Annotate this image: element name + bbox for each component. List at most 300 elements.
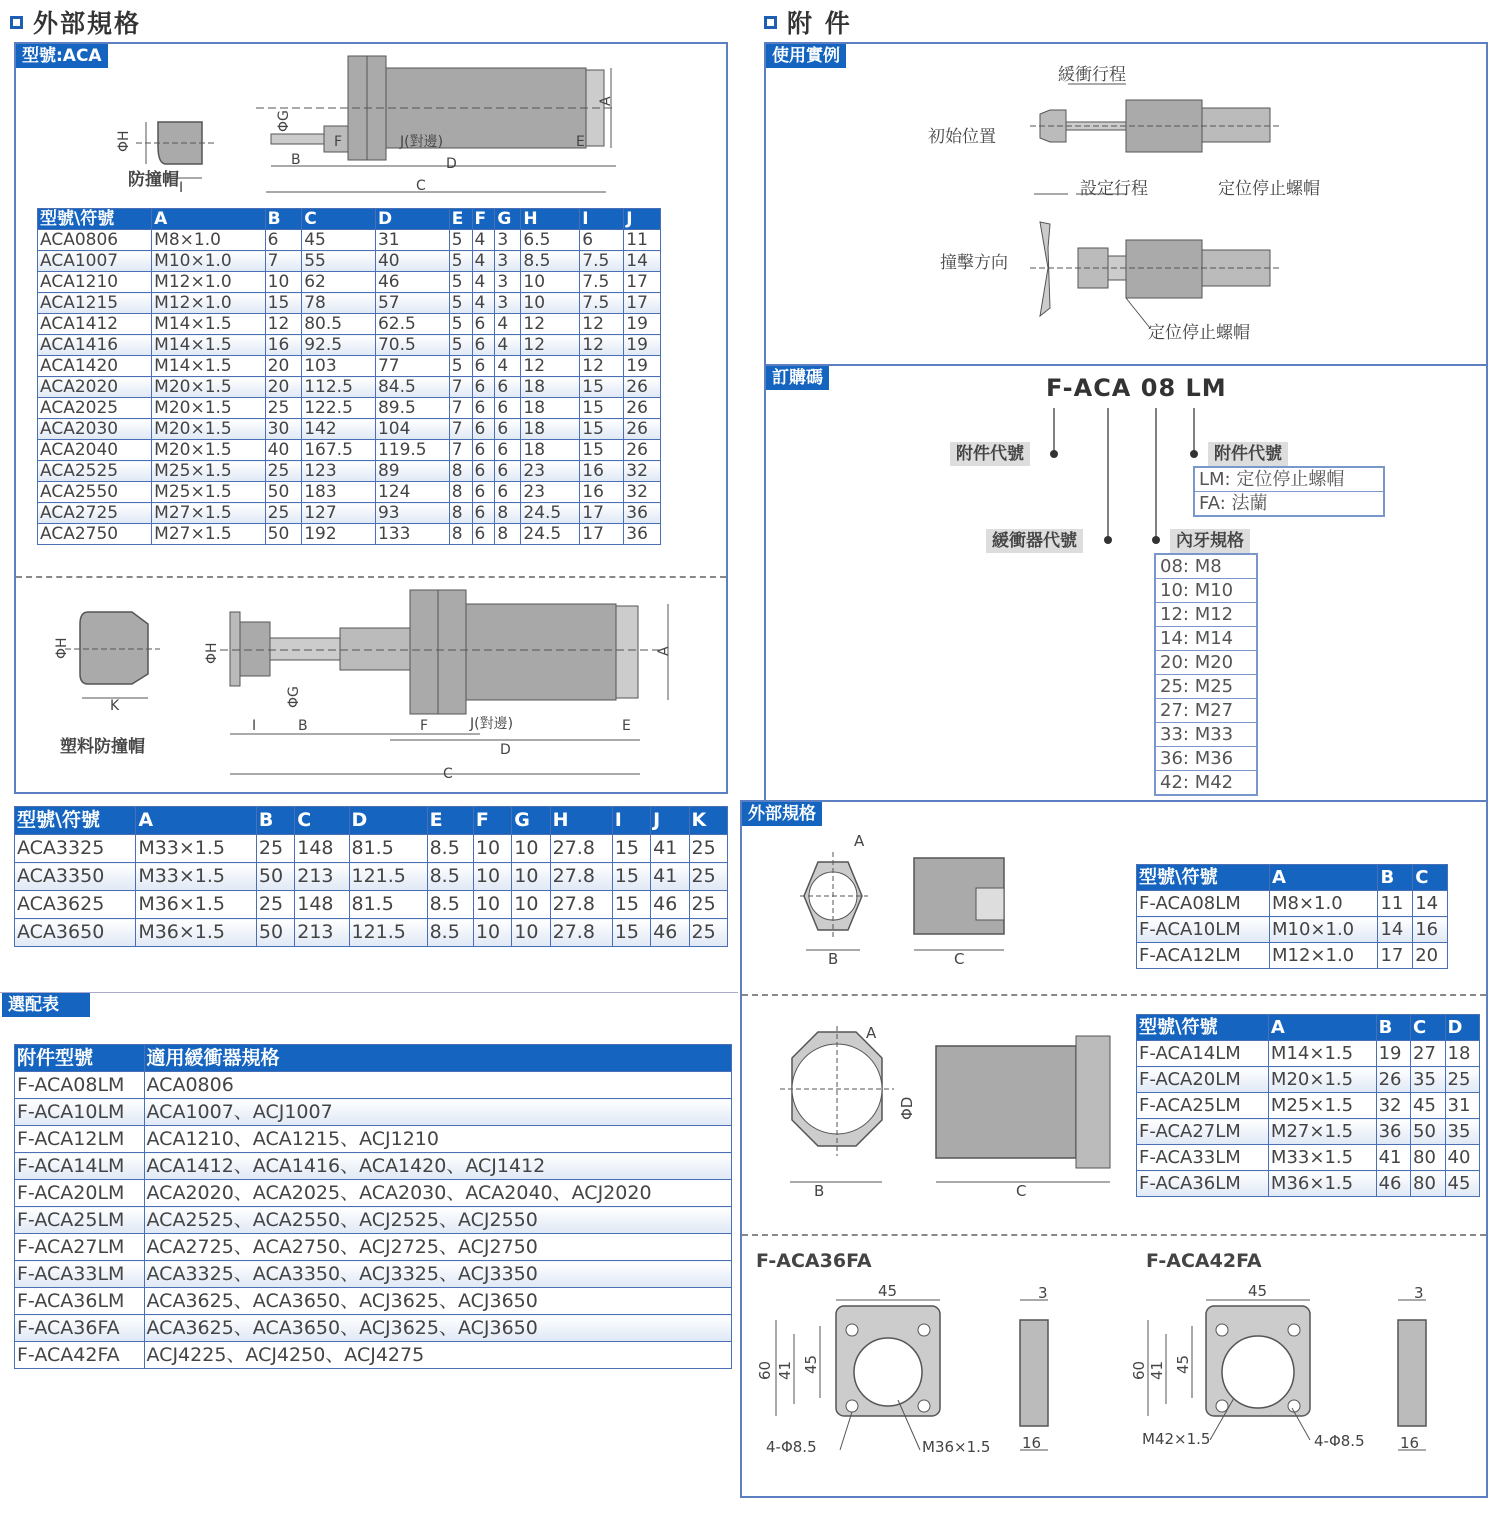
table-cell: 46 (375, 272, 449, 293)
table-cell: 15 (580, 398, 624, 419)
table-cell: 12 (521, 335, 580, 356)
table-cell: 10 (521, 272, 580, 293)
usage-absorber-2 (1030, 222, 1280, 328)
select-tag: 選配表 (2, 993, 90, 1017)
aca-spec-table-2 (14, 806, 728, 947)
table-row (15, 1153, 732, 1180)
table-cell: 3 (495, 272, 521, 293)
table-cell: F-ACA27LM (1137, 1119, 1269, 1145)
small-nut-front (800, 852, 868, 950)
usage-stop-nut2-label: 定位停止螺帽 (1148, 323, 1250, 343)
table-cell: 6 (472, 461, 495, 482)
table-cell: 27.8 (550, 863, 612, 891)
table-row (38, 503, 661, 524)
table-cell: 6 (495, 377, 521, 398)
table-cell: ACA1215 (38, 293, 152, 314)
usage-drawing (900, 58, 1360, 358)
table-cell: 11 (624, 230, 661, 251)
table-cell: M20×1.5 (1268, 1067, 1376, 1093)
table-cell: ACA2030 (38, 419, 152, 440)
nut-dim-B2: B (814, 1182, 825, 1200)
table-row (15, 1099, 732, 1126)
table-cell: 5 (449, 335, 472, 356)
table-cell: 26 (624, 377, 661, 398)
square-bullet-icon (10, 16, 23, 29)
table-cell: F-ACA25LM (1137, 1093, 1269, 1119)
table-cell: 40 (265, 440, 302, 461)
table-cell: 8 (449, 482, 472, 503)
dim2-phiH: ΦH (54, 637, 70, 659)
table-cell: 35 (1411, 1067, 1445, 1093)
table-cell: M20×1.5 (152, 419, 265, 440)
dim-F: F (334, 134, 343, 150)
large-nut-side (936, 1036, 1110, 1182)
table-cell: 192 (302, 524, 376, 545)
table-cell: 4 (495, 356, 521, 377)
table-cell: 8.5 (427, 863, 473, 891)
table-cell: 40 (375, 251, 449, 272)
table-row (15, 1342, 732, 1369)
table-cell: F-ACA25LM (15, 1207, 145, 1234)
dim2-C: C (443, 766, 453, 782)
table-cell: 62.5 (375, 314, 449, 335)
table-cell: 20 (265, 377, 302, 398)
select-divider (0, 992, 738, 993)
table-row (15, 1288, 732, 1315)
plastic-cap-shape (65, 612, 160, 698)
table-cell: 17 (624, 293, 661, 314)
table-cell: ACA2020、ACA2025、ACA2030、ACA2040、ACJ2020 (144, 1180, 731, 1207)
dim-E: E (576, 134, 585, 150)
f1-d16: 16 (1022, 1434, 1042, 1452)
table-cell: 12 (580, 314, 624, 335)
option-item: 20: M20 (1156, 651, 1256, 675)
table-cell: 18 (521, 377, 580, 398)
table-cell: 8 (495, 524, 521, 545)
table-header-cell: G (512, 807, 550, 835)
table-cell: 5 (449, 293, 472, 314)
table-cell: 5 (449, 230, 472, 251)
option-item: 14: M14 (1156, 627, 1256, 651)
table-cell: 5 (449, 356, 472, 377)
table-cell: 5 (449, 314, 472, 335)
table-cell: 142 (302, 419, 376, 440)
divider (742, 994, 1486, 996)
code-prefix: F-ACA (1046, 374, 1132, 402)
table-cell: 6 (265, 230, 302, 251)
f2-thread: M42×1.5 (1142, 1430, 1211, 1448)
table-cell: 50 (256, 919, 294, 947)
table-header-cell: A (136, 807, 257, 835)
table-cell: 25 (689, 891, 727, 919)
table-cell: 81.5 (349, 835, 427, 863)
table-cell: M25×1.5 (152, 461, 265, 482)
table-header-cell: C (1413, 865, 1448, 891)
table-cell: F-ACA33LM (15, 1261, 145, 1288)
table-header-cell: B (1378, 865, 1413, 891)
table-cell: 17 (624, 272, 661, 293)
table-cell: ACA1420 (38, 356, 152, 377)
table-cell: 23 (521, 482, 580, 503)
table-cell: 26 (1376, 1067, 1410, 1093)
table-cell: 18 (521, 419, 580, 440)
table-header-cell: I (612, 807, 650, 835)
table-cell: 8 (495, 503, 521, 524)
thread-options (1154, 553, 1258, 796)
table-cell: 119.5 (375, 440, 449, 461)
table-cell: F-ACA14LM (15, 1153, 145, 1180)
table-cell: 70.5 (375, 335, 449, 356)
table-cell: M36×1.5 (136, 919, 257, 947)
table-cell: 12 (521, 314, 580, 335)
table-cell: F-ACA36LM (15, 1288, 145, 1315)
table-row (15, 1315, 732, 1342)
table-cell: 24.5 (521, 503, 580, 524)
f2-d16: 16 (1400, 1434, 1420, 1452)
f2-d45: 45 (1248, 1282, 1268, 1300)
option-item: 42: M42 (1160, 772, 1234, 793)
table-row (1137, 943, 1448, 969)
table-cell: 45 (1411, 1093, 1445, 1119)
table-cell: 25 (689, 863, 727, 891)
table-cell: F-ACA08LM (15, 1072, 145, 1099)
table-row (1137, 1093, 1480, 1119)
table-cell: 7 (449, 377, 472, 398)
accessory-code-right: 附件代號 (1208, 442, 1288, 466)
table-cell: 148 (295, 891, 349, 919)
nut-table-large (1136, 1014, 1480, 1197)
table-cell: 213 (295, 863, 349, 891)
table-cell: 24.5 (521, 524, 580, 545)
table-cell: F-ACA42FA (15, 1342, 145, 1369)
table-header-cell: E (449, 209, 472, 230)
table-cell: 45 (1445, 1171, 1479, 1197)
table-cell: M14×1.5 (152, 335, 265, 356)
table-cell: 7 (449, 398, 472, 419)
table-cell: 16 (265, 335, 302, 356)
table-header-cell: E (427, 807, 473, 835)
table-cell: 19 (624, 314, 661, 335)
dim2-D: D (500, 742, 511, 758)
table-header-cell: 型號\符號 (15, 807, 136, 835)
table-header-cell: A (152, 209, 265, 230)
table-row (38, 524, 661, 545)
table-cell: 10 (512, 835, 550, 863)
table-cell: 8.5 (427, 891, 473, 919)
table-cell: 8.5 (427, 919, 473, 947)
dim2-A: A (656, 646, 672, 656)
table-row (1137, 1067, 1480, 1093)
table-cell: ACA2725、ACA2750、ACJ2725、ACJ2750 (144, 1234, 731, 1261)
table-cell: 121.5 (349, 863, 427, 891)
table-cell: 46 (651, 919, 689, 947)
table-cell: 41 (1376, 1145, 1410, 1171)
table-cell: ACA1210 (38, 272, 152, 293)
table-row (1137, 917, 1448, 943)
table-cell: 6 (472, 503, 495, 524)
table-cell: 27.8 (550, 891, 612, 919)
table-cell: 5 (449, 251, 472, 272)
table-header-cell: J (651, 807, 689, 835)
table-cell: ACJ4225、ACJ4250、ACJ4275 (144, 1342, 731, 1369)
dim-phiG: ΦG (276, 110, 292, 132)
table-cell: 4 (472, 293, 495, 314)
flange1-title: F-ACA36FA (756, 1250, 872, 1272)
table-cell: M20×1.5 (152, 398, 265, 419)
table-cell: ACA1412、ACA1416、ACA1420、ACJ1412 (144, 1153, 731, 1180)
table-cell: 36 (624, 503, 661, 524)
table-row (1137, 1171, 1480, 1197)
option-item: 12: M12 (1156, 603, 1256, 627)
buffer-code: 緩衝器代號 (986, 529, 1083, 553)
table-header-cell: D (1445, 1015, 1479, 1041)
table-cell: 19 (624, 335, 661, 356)
table-cell: 50 (265, 524, 302, 545)
nut-table-small (1136, 864, 1448, 969)
f2-holes: 4-Φ8.5 (1314, 1432, 1365, 1450)
table-cell: 41 (651, 835, 689, 863)
option-item: LM: 定位停止螺帽 (1195, 468, 1383, 492)
f2-d60: 60 (1130, 1360, 1148, 1380)
table-cell: 7 (449, 419, 472, 440)
table-cell: ACA3625、ACA3650、ACJ3625、ACJ3650 (144, 1315, 731, 1342)
usage-initial-label: 初始位置 (928, 127, 996, 147)
table-cell: 80.5 (302, 314, 376, 335)
table-cell: 127 (302, 503, 376, 524)
usage-stroke-label: 緩衝行程 (1058, 65, 1126, 85)
table-cell: 133 (375, 524, 449, 545)
table-cell: 3 (495, 251, 521, 272)
left-section-title: 外部規格 (10, 4, 141, 40)
table-row (1137, 1145, 1480, 1171)
table-cell: 10 (473, 919, 511, 947)
table-cell: 81.5 (349, 891, 427, 919)
table-cell: 6 (495, 440, 521, 461)
table-cell: 123 (302, 461, 376, 482)
f2-d45v: 45 (1174, 1354, 1192, 1374)
table-cell: ACA3625 (15, 891, 136, 919)
table-cell: ACA3650 (15, 919, 136, 947)
table-cell: 8 (449, 461, 472, 482)
table-row (15, 891, 728, 919)
shock-absorber-drawing-1 (16, 50, 716, 200)
table-cell: 10 (512, 891, 550, 919)
table-header-cell: F (473, 807, 511, 835)
table-cell: 77 (375, 356, 449, 377)
table-cell: ACA1210、ACA1215、ACJ1210 (144, 1126, 731, 1153)
table-header-cell: F (472, 209, 495, 230)
dim2-phiG: ΦG (286, 686, 302, 708)
table-cell: 35 (1445, 1119, 1479, 1145)
nut-drawings (770, 826, 1130, 1206)
table-cell: 6 (495, 482, 521, 503)
f2-d41: 41 (1148, 1360, 1166, 1380)
table-cell: 62 (302, 272, 376, 293)
table-row (38, 335, 661, 356)
table-header-cell: K (689, 807, 727, 835)
table-cell: 4 (495, 314, 521, 335)
accessory-options (1193, 466, 1385, 517)
table-cell: 50 (1411, 1119, 1445, 1145)
table-cell: 183 (302, 482, 376, 503)
table-row (38, 314, 661, 335)
table-cell: 112.5 (302, 377, 376, 398)
table-cell: 7 (449, 440, 472, 461)
table-cell: 124 (375, 482, 449, 503)
select-table (14, 1044, 732, 1369)
table-row (38, 419, 661, 440)
table-cell: 18 (521, 440, 580, 461)
table-cell: 40 (1445, 1145, 1479, 1171)
usage-tag: 使用實例 (766, 44, 846, 68)
table-header-cell: C (302, 209, 376, 230)
table-row (15, 1234, 732, 1261)
table-row (15, 1072, 732, 1099)
table-cell: 23 (521, 461, 580, 482)
table-row (1137, 1119, 1480, 1145)
table-cell: 8.5 (427, 835, 473, 863)
nut-dim-C2: C (1016, 1182, 1027, 1200)
table-cell: 27 (1411, 1041, 1445, 1067)
table-cell: 57 (375, 293, 449, 314)
absorber-body (256, 56, 616, 192)
table-cell: M33×1.5 (136, 863, 257, 891)
table-cell: 15 (612, 863, 650, 891)
table-cell: 7.5 (580, 251, 624, 272)
table-cell: F-ACA27LM (15, 1234, 145, 1261)
table-cell: 6 (472, 398, 495, 419)
table-cell: ACA2020 (38, 377, 152, 398)
table-cell: F-ACA10LM (15, 1099, 145, 1126)
table-cell: 25 (1445, 1067, 1479, 1093)
table-cell: 45 (302, 230, 376, 251)
table-cell: ACA2725 (38, 503, 152, 524)
table-cell: 15 (265, 293, 302, 314)
table-row (38, 293, 661, 314)
table-cell: 25 (256, 835, 294, 863)
table-cell: ACA0806 (144, 1072, 731, 1099)
table-cell: 14 (624, 251, 661, 272)
table-cell: 121.5 (349, 919, 427, 947)
f1-thread: M36×1.5 (922, 1438, 991, 1456)
table-cell: M20×1.5 (152, 377, 265, 398)
nut-dim-phiD: ΦD (898, 1096, 916, 1120)
order-divider (766, 364, 1486, 366)
f1-d45v: 45 (802, 1354, 820, 1374)
table-cell: ACA3350 (15, 863, 136, 891)
small-nut-side (914, 858, 1004, 950)
table-cell: 93 (375, 503, 449, 524)
table-cell: 6 (472, 482, 495, 503)
table-cell: F-ACA20LM (1137, 1067, 1269, 1093)
table-cell: M27×1.5 (152, 524, 265, 545)
table-cell: 92.5 (302, 335, 376, 356)
table-cell: 32 (624, 461, 661, 482)
table-cell: 31 (375, 230, 449, 251)
table-cell: 15 (612, 891, 650, 919)
usage-stop-nut-label: 定位停止螺帽 (1218, 179, 1320, 199)
table-row (15, 919, 728, 947)
nut-dim-B: B (828, 950, 839, 968)
table-cell: 10 (473, 891, 511, 919)
table-cell: M33×1.5 (1268, 1145, 1376, 1171)
ext-tag: 外部規格 (742, 802, 822, 826)
table-cell: M12×1.0 (152, 293, 265, 314)
table-cell: 27.8 (550, 835, 612, 863)
table-row (38, 230, 661, 251)
table-cell: 25 (265, 503, 302, 524)
table-cell: 4 (472, 251, 495, 272)
table-header-cell: 適用緩衝器規格 (144, 1045, 731, 1072)
table-cell: 5 (449, 272, 472, 293)
table-cell: 7.5 (580, 272, 624, 293)
table-cell: 213 (295, 919, 349, 947)
table-cell: 36 (1376, 1119, 1410, 1145)
table-cell: 6.5 (521, 230, 580, 251)
table-cell: 17 (580, 524, 624, 545)
table-row (15, 1261, 732, 1288)
table-cell: ACA2550 (38, 482, 152, 503)
table-header-cell: A (1269, 865, 1378, 891)
table-cell: ACA3625、ACA3650、ACJ3625、ACJ3650 (144, 1288, 731, 1315)
dim2-K: K (110, 698, 120, 714)
table-cell: 3 (495, 230, 521, 251)
table-cell: 18 (1445, 1041, 1479, 1067)
table-cell: 10 (512, 863, 550, 891)
table-cell: 26 (624, 419, 661, 440)
table-cell: 36 (624, 524, 661, 545)
f1-d3: 3 (1038, 1284, 1048, 1302)
table-cell: 10 (473, 863, 511, 891)
table-row (38, 377, 661, 398)
table-cell: 50 (265, 482, 302, 503)
table-row (15, 863, 728, 891)
usage-impact-label: 撞擊方向 (940, 253, 1008, 273)
table-cell: M14×1.5 (1268, 1041, 1376, 1067)
table-cell: M36×1.5 (136, 891, 257, 919)
table-cell: F-ACA10LM (1137, 917, 1270, 943)
table-cell: ACA3325、ACA3350、ACJ3325、ACJ3350 (144, 1261, 731, 1288)
table-cell: 15 (612, 919, 650, 947)
table-row (38, 461, 661, 482)
table-cell: ACA2750 (38, 524, 152, 545)
table-cell: 10 (512, 919, 550, 947)
option-item: 10: M10 (1156, 579, 1256, 603)
table-cell: 14 (1378, 917, 1413, 943)
table-cell: 3 (495, 293, 521, 314)
table-cell: 20 (1413, 943, 1448, 969)
option-item: 33: M33 (1156, 723, 1256, 747)
table-cell: ACA1007、ACJ1007 (144, 1099, 731, 1126)
dim-D: D (446, 156, 457, 172)
large-nut-front (780, 1026, 894, 1182)
dim-C: C (416, 178, 426, 194)
table-header-cell: 型號\符號 (1137, 1015, 1269, 1041)
cap-label: 防撞帽 (128, 170, 179, 190)
table-cell: 31 (1445, 1093, 1479, 1119)
table-cell: 15 (580, 419, 624, 440)
table-cell: 7 (265, 251, 302, 272)
model-tag: 型號:ACA (16, 44, 108, 68)
table-header-cell: 附件型號 (15, 1045, 145, 1072)
table-header-cell: H (521, 209, 580, 230)
table-cell: 20 (265, 356, 302, 377)
table-header-cell: D (375, 209, 449, 230)
table-header-cell: I (580, 209, 624, 230)
table-cell: F-ACA20LM (15, 1180, 145, 1207)
table-cell: 6 (472, 377, 495, 398)
table-header-cell: C (1411, 1015, 1445, 1041)
